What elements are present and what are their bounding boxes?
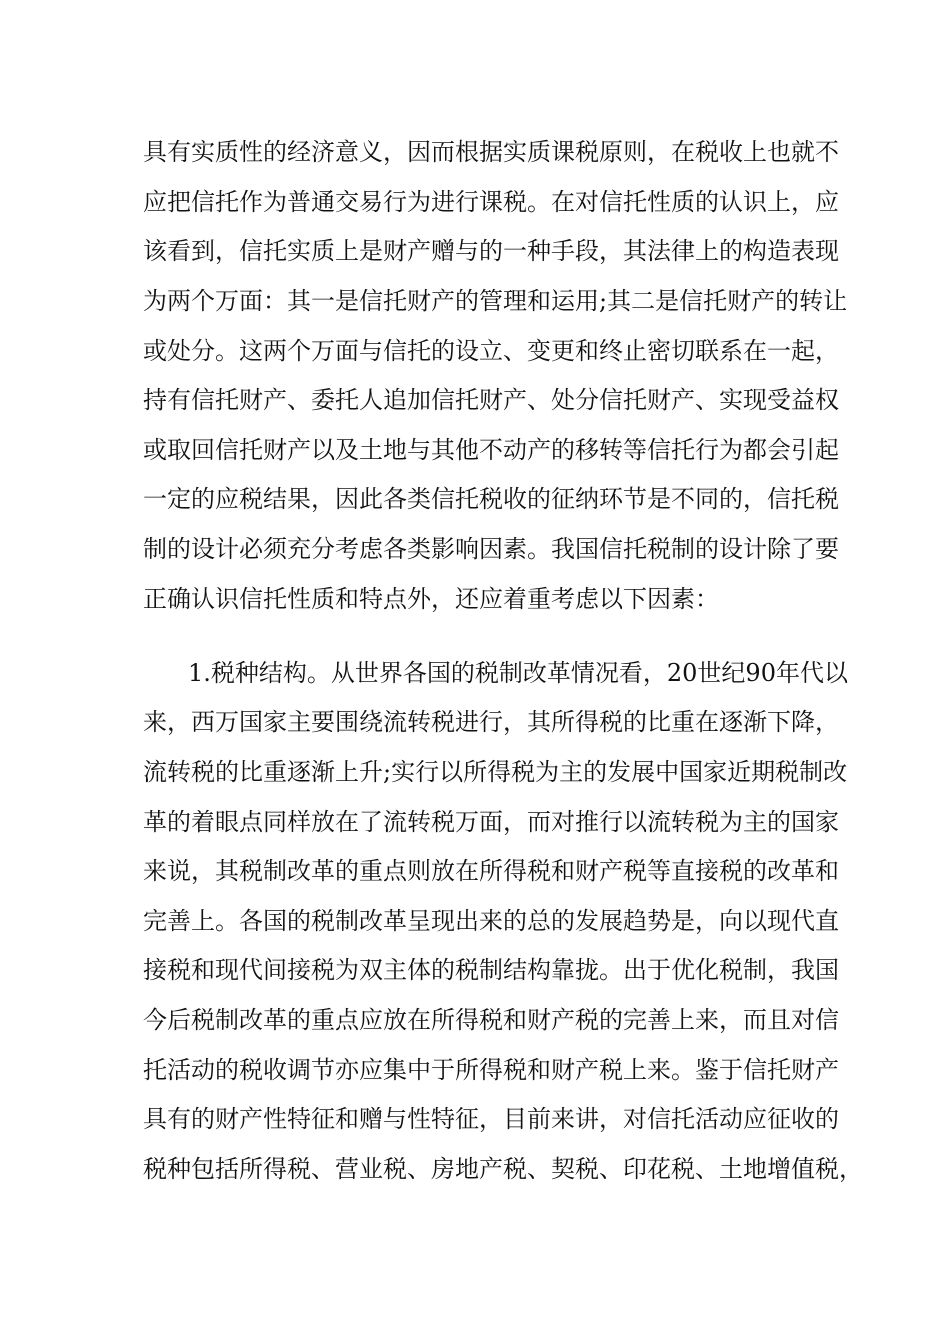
paragraph-1-line-3: 该看到，信托实质上是财产赠与的一种手段，其法律上的构造表现 — [143, 237, 839, 265]
paragraph-1-line-8: 一定的应税结果，因此各类信托税收的征纳环节是不同的，信托税 — [143, 485, 839, 513]
paragraph-2-line-2: 来，西万国家主要围绕流转税进行，其所得税的比重在逐渐下降， — [143, 708, 839, 736]
paragraph-1-line-5: 或处分。这两个万面与信托的设立、变更和终止密切联系在一起， — [143, 337, 839, 365]
paragraph-2-line-4: 革的着眼点同样放在了流转税万面，而对推行以流转税为主的国家 — [143, 808, 839, 836]
paragraph-1-line-4: 为两个万面：其一是信托财产的管理和运用;其二是信托财产的转让 — [143, 287, 848, 315]
paragraph-1-line-7: 或取回信托财产以及土地与其他不动产的移转等信托行为都会引起 — [143, 436, 839, 464]
paragraph-2-line-1: 1.税种结构。从世界各国的税制改革情况看，20世纪90年代以 — [188, 659, 848, 687]
paragraph-2-line-9: 托活动的税收调节亦应集中于所得税和财产税上来。鉴于信托财产 — [143, 1056, 839, 1084]
paragraph-1-line-1: 具有实质性的经济意义，因而根据实质课税原则，在税收上也就不 — [143, 138, 839, 166]
paragraph-2-line-6: 完善上。各国的税制改革呈现出来的总的发展趋势是，向以现代直 — [143, 907, 839, 935]
paragraph-1-line-10: 正确认识信托性质和特点外，还应着重考虑以下因素： — [143, 585, 719, 613]
paragraph-2-line-11: 税种包括所得税、营业税、房地产税、契税、印花税、土地增值税， — [143, 1155, 863, 1183]
paragraph-2-line-3: 流转税的比重逐渐上升;实行以所得税为主的发展中国家近期税制改 — [143, 758, 848, 786]
paragraph-1-line-2: 应把信托作为普通交易行为进行课税。在对信托性质的认识上，应 — [143, 188, 839, 216]
paragraph-2-line-5: 来说，其税制改革的重点则放在所得税和财产税等直接税的改革和 — [143, 857, 839, 885]
paragraph-1-line-9: 制的设计必须充分考虑各类影响因素。我国信托税制的设计除了要 — [143, 535, 839, 563]
paragraph-2-line-10: 具有的财产性特征和赠与性特征，目前来讲，对信托活动应征收的 — [143, 1105, 839, 1133]
paragraph-2-line-7: 接税和现代间接税为双主体的税制结构靠拢。出于优化税制，我国 — [143, 956, 839, 984]
paragraph-1-line-6: 持有信托财产、委托人追加信托财产、处分信托财产、实现受益权 — [143, 386, 839, 414]
paragraph-2-line-8: 今后税制改革的重点应放在所得税和财产税的完善上来，而且对信 — [143, 1006, 839, 1034]
